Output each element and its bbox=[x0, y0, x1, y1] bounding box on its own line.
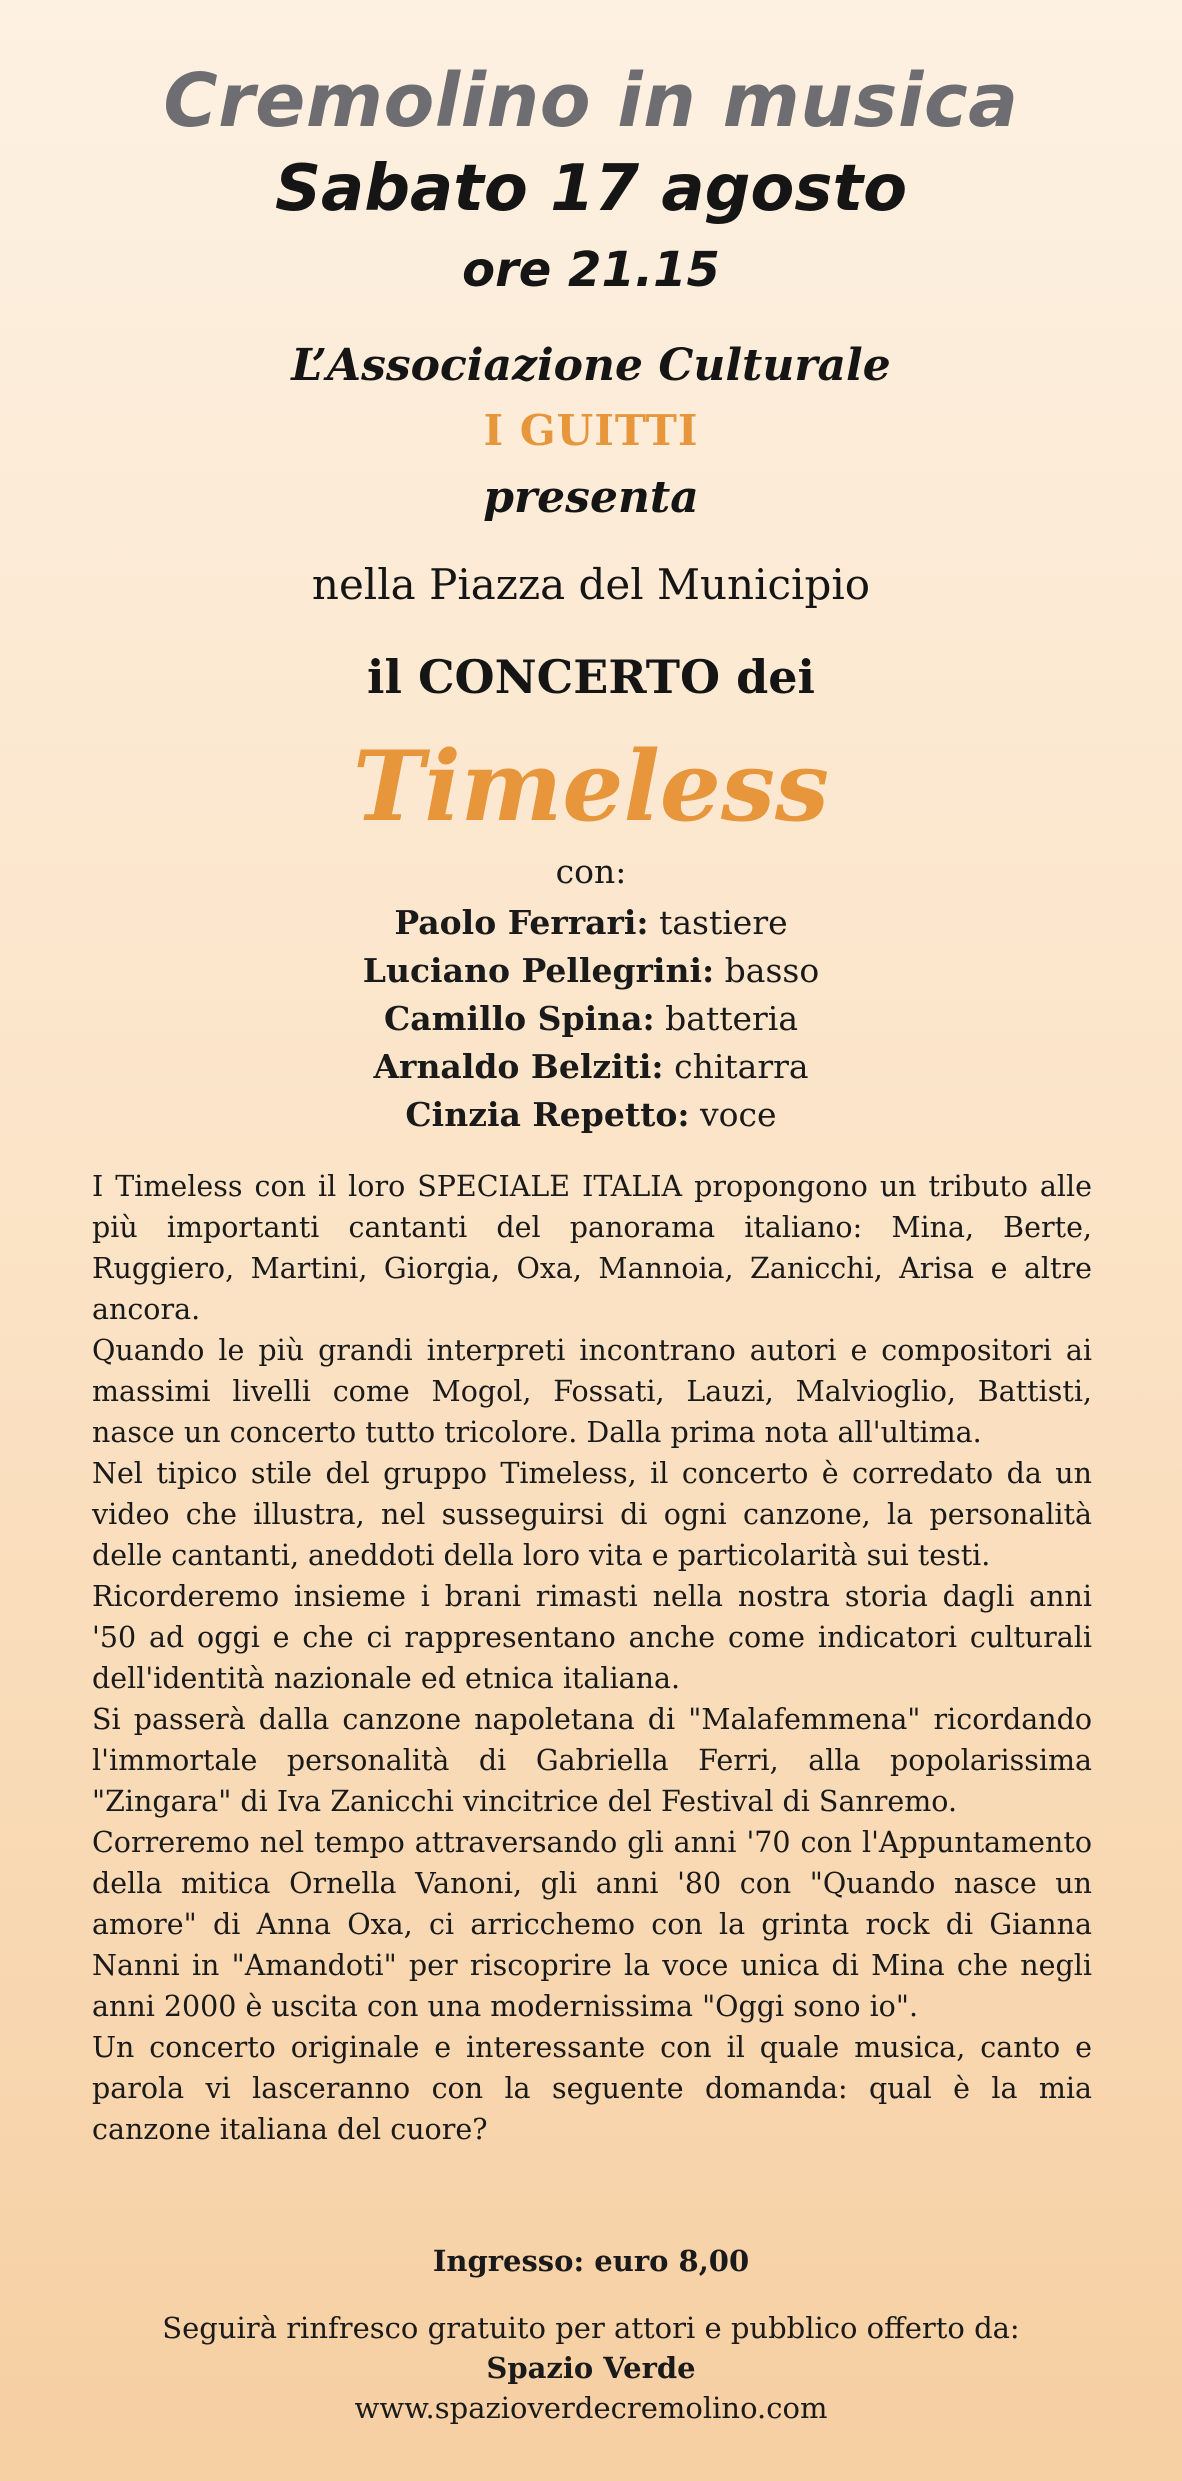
member-item bbox=[0, 1043, 1182, 1091]
venue-place: Piazza del Municipio bbox=[429, 560, 871, 609]
description-paragraph: Ricorderemo insieme i brani rimasti nella nostra storia dagli anni '50 ad oggi e che ci rappresentano anche come indicatori culturali dell'identità nazionale ed etnica italiana. bbox=[92, 1580, 1092, 1695]
organizer-label: L’Associazione Culturale bbox=[291, 340, 891, 391]
member-name: Paolo Ferrari: bbox=[394, 903, 649, 942]
venue-line bbox=[0, 560, 1182, 609]
description-paragraph: Nel tipico stile del gruppo Timeless, il concerto è corredato da un video che illustra, nel susseguirsi di ogni canzone, la personalità delle cantanti, aneddoti della loro vita e particolarità sui testi. bbox=[92, 1457, 1092, 1572]
event-date: Sabato 17 agosto bbox=[274, 152, 908, 226]
description-text bbox=[92, 1166, 1092, 2150]
refreshment-note: Seguirà rinfresco gratuito per attori e pubblico offerto da: bbox=[162, 2311, 1020, 2345]
description-paragraph: Quando le più grandi interpreti incontrano autori e compositori ai massimi livelli come Mogol, Fossati, Lauzi, Malvioglio, Battisti, nasce un concerto tutto tricolore. Dalla prima nota all'ultima. bbox=[92, 1334, 1092, 1449]
sponsor-name: Spazio Verde bbox=[486, 2351, 696, 2385]
member-item bbox=[0, 1091, 1182, 1139]
member-name: Arnaldo Belziti: bbox=[373, 1047, 664, 1086]
member-list bbox=[0, 899, 1182, 1139]
description-paragraph: I Timeless con il loro SPECIALE ITALIA propongono un tributo alle più importanti cantanti del panorama italiano: Mina, Berte, Ruggiero, Martini, Giorgia, Oxa, Mannoia, Zanicchi, Arisa e altre ancora. bbox=[92, 1170, 1092, 1326]
member-name: Cinzia Repetto: bbox=[405, 1095, 690, 1134]
member-name: Camillo Spina: bbox=[383, 999, 655, 1038]
member-role: batteria bbox=[665, 999, 799, 1038]
refreshment-note-block bbox=[0, 2308, 1182, 2428]
event-title: Cremolino in musica bbox=[163, 58, 1019, 144]
member-item bbox=[0, 947, 1182, 995]
description-paragraph: Correremo nel tempo attraversando gli anni '70 con l'Appuntamento della mitica Ornella Vanoni, gli anni '80 con "Quando nasce un amore" di Anna Oxa, ci arricchemo con la grinta rock di Gianna Nanni in "Amandoti" per riscoprire la voce unica di Mina che negli anni 2000 è uscita con una modernissima "Oggi sono io". bbox=[92, 1826, 1092, 2023]
band-name: Timeless bbox=[352, 730, 830, 843]
member-item bbox=[0, 899, 1182, 947]
member-role: tastiere bbox=[659, 903, 788, 942]
member-item bbox=[0, 995, 1182, 1043]
member-role: chitarra bbox=[674, 1047, 809, 1086]
presents-label: presenta bbox=[483, 472, 699, 523]
member-name: Luciano Pellegrini: bbox=[362, 951, 715, 990]
with-label: con: bbox=[555, 852, 627, 891]
organizer-name: I GUITTI bbox=[483, 406, 699, 455]
ticket-price: Ingresso: euro 8,00 bbox=[432, 2244, 750, 2278]
description-paragraph: Un concerto originale e interessante con il quale musica, canto e parola vi lasceranno con la seguente domanda: qual è la mia canzone italiana del cuore? bbox=[92, 2031, 1092, 2146]
event-time: ore 21.15 bbox=[462, 242, 720, 298]
description-paragraph: Si passerà dalla canzone napoletana di "Malafemmena" ricordando l'immortale personalità di Gabriella Ferri, alla popolarissima "Zingara" di Iva Zanicchi vincitrice del Festival di Sanremo. bbox=[92, 1703, 1092, 1818]
member-role: voce bbox=[700, 1095, 777, 1134]
concert-heading: il CONCERTO dei bbox=[366, 650, 815, 704]
sponsor-website[interactable]: www.spazioverdecremolino.com bbox=[354, 2391, 828, 2425]
venue-prefix: nella bbox=[311, 560, 416, 609]
member-role: basso bbox=[724, 951, 820, 990]
